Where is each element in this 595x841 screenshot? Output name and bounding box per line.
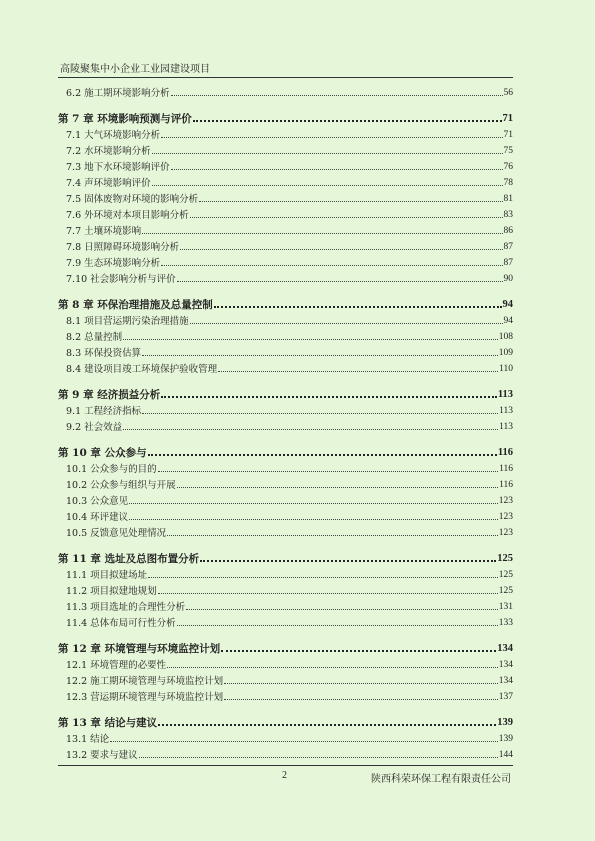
toc-entry-title: 8.1 项目营运期污染治理措施 bbox=[66, 315, 189, 327]
toc-section-entry[interactable] bbox=[58, 564, 513, 580]
toc-dot-leader bbox=[142, 233, 502, 234]
toc-page-number: 116 bbox=[499, 479, 513, 490]
toc-section-entry[interactable] bbox=[58, 236, 513, 252]
toc-dot-leader bbox=[152, 153, 503, 154]
toc-section-entry[interactable] bbox=[58, 458, 513, 474]
toc-entry-title: 7.3 地下水环境影响评价 bbox=[66, 161, 170, 173]
toc-dot-leader bbox=[199, 201, 502, 202]
toc-page-number: 87 bbox=[503, 241, 513, 252]
toc-dot-leader bbox=[186, 609, 498, 610]
toc-dot-leader bbox=[148, 454, 497, 456]
company-name: 陕西科荣环保工程有限责任公司 bbox=[371, 774, 511, 785]
toc-page-number: 113 bbox=[499, 405, 513, 416]
toc-entry-title: 10.5 反馈意见处理情况 bbox=[66, 527, 167, 539]
toc-chapter-entry[interactable] bbox=[58, 284, 513, 310]
toc-entry-title: 13.2 要求与建议 bbox=[66, 749, 138, 761]
toc-dot-leader bbox=[161, 137, 502, 138]
toc-page-number: 116 bbox=[499, 463, 513, 474]
toc-dot-leader bbox=[224, 683, 498, 684]
toc-section-entry[interactable] bbox=[58, 252, 513, 268]
toc-section-entry[interactable] bbox=[58, 596, 513, 612]
toc-dot-leader bbox=[177, 281, 503, 282]
toc-chapter-entry[interactable] bbox=[58, 538, 513, 564]
toc-page-number: 133 bbox=[498, 617, 513, 628]
page-number: 2 bbox=[282, 770, 287, 781]
toc-dot-leader bbox=[200, 560, 496, 562]
toc-section-entry[interactable] bbox=[58, 220, 513, 236]
toc-page-number: 71 bbox=[503, 129, 513, 140]
toc-section-entry[interactable] bbox=[58, 686, 513, 702]
toc-dot-leader bbox=[224, 699, 498, 700]
toc-page-number: 86 bbox=[503, 225, 513, 236]
toc-section-entry[interactable] bbox=[58, 416, 513, 432]
toc-section-entry[interactable] bbox=[58, 172, 513, 188]
toc-dot-leader bbox=[158, 471, 498, 472]
toc-entry-title: 7.1 大气环境影响分析 bbox=[66, 129, 161, 141]
toc-page-number: 113 bbox=[499, 421, 513, 432]
toc-entry-title: 8.3 环保投资估算 bbox=[66, 347, 142, 359]
toc-entry-title: 第 12 章 环境管理与环境监控计划 bbox=[58, 642, 221, 655]
toc-section-entry[interactable] bbox=[58, 124, 513, 140]
toc-entry-title: 第 13 章 结论与建议 bbox=[58, 716, 158, 729]
toc-dot-leader bbox=[142, 413, 498, 414]
toc-dot-leader bbox=[161, 265, 502, 266]
toc-page-number: 144 bbox=[498, 749, 513, 760]
toc-entry-title: 8.2 总量控制 bbox=[66, 331, 123, 343]
toc-entry-title: 第 9 章 经济损益分析 bbox=[58, 388, 161, 401]
toc-section-entry[interactable] bbox=[58, 580, 513, 596]
toc-entry-title: 第 10 章 公众参与 bbox=[58, 446, 147, 459]
toc-section-entry[interactable] bbox=[58, 490, 513, 506]
toc-dot-leader bbox=[167, 535, 498, 536]
toc-page-number: 75 bbox=[503, 145, 513, 156]
toc-page-number: 110 bbox=[499, 363, 513, 374]
toc-entry-title: 7.2 水环境影响分析 bbox=[66, 145, 151, 157]
toc-page-number: 94 bbox=[503, 315, 513, 326]
toc-page-number: 131 bbox=[498, 601, 513, 612]
toc-dot-leader bbox=[129, 519, 498, 520]
toc-dot-leader bbox=[214, 306, 502, 308]
toc-entry-title: 7.10 社会影响分析与评价 bbox=[66, 273, 176, 285]
toc-section-entry[interactable] bbox=[58, 522, 513, 538]
toc-section-entry[interactable] bbox=[58, 728, 513, 744]
toc-dot-leader bbox=[190, 217, 503, 218]
toc-section-entry[interactable] bbox=[58, 612, 513, 628]
toc-dot-leader bbox=[129, 503, 498, 504]
toc-entry-title: 12.3 营运期环境管理与环境监控计划 bbox=[66, 691, 224, 703]
toc-chapter-entry[interactable] bbox=[58, 432, 513, 458]
toc-entry-title: 11.1 项目拟建场址 bbox=[66, 569, 148, 581]
header-rule bbox=[58, 77, 513, 78]
toc-section-entry[interactable] bbox=[58, 156, 513, 172]
toc-section-entry[interactable] bbox=[58, 188, 513, 204]
toc-dot-leader bbox=[193, 120, 502, 122]
toc-page-number: 94 bbox=[502, 298, 513, 310]
toc-chapter-entry[interactable] bbox=[58, 374, 513, 400]
toc-page-number: 125 bbox=[498, 585, 513, 596]
toc-page-number: 134 bbox=[497, 642, 513, 654]
toc-chapter-entry[interactable] bbox=[58, 628, 513, 654]
toc-section-entry[interactable] bbox=[58, 140, 513, 156]
toc-page-number: 139 bbox=[497, 716, 513, 728]
toc-page-number: 123 bbox=[498, 495, 513, 506]
table-of-contents bbox=[58, 82, 513, 760]
toc-page-number: 123 bbox=[498, 527, 513, 538]
footer-rule bbox=[58, 765, 513, 766]
toc-dot-leader bbox=[171, 95, 503, 96]
toc-section-entry[interactable] bbox=[58, 326, 513, 342]
toc-entry-title: 10.4 环评建议 bbox=[66, 511, 129, 523]
toc-page-number: 137 bbox=[498, 691, 513, 702]
toc-entry-title: 第 11 章 选址及总图布置分析 bbox=[58, 552, 200, 565]
toc-page-number: 134 bbox=[498, 659, 513, 670]
toc-section-entry[interactable] bbox=[58, 654, 513, 670]
toc-dot-leader bbox=[221, 650, 496, 652]
toc-page-number: 81 bbox=[503, 193, 513, 204]
toc-dot-leader bbox=[171, 169, 503, 170]
toc-entry-title: 9.2 社会效益 bbox=[66, 421, 123, 433]
toc-entry-title: 10.2 公众参与组织与开展 bbox=[66, 479, 176, 491]
toc-entry-title: 13.1 结论 bbox=[66, 733, 110, 745]
toc-entry-title: 11.2 项目拟建地规划 bbox=[66, 585, 157, 597]
toc-page-number: 139 bbox=[498, 733, 513, 744]
toc-entry-title: 10.1 公众参与的目的 bbox=[66, 463, 157, 475]
toc-page-number: 108 bbox=[498, 331, 513, 342]
toc-section-entry[interactable] bbox=[58, 268, 513, 284]
toc-page-number: 116 bbox=[497, 446, 513, 458]
toc-section-entry[interactable] bbox=[58, 400, 513, 416]
toc-chapter-entry[interactable] bbox=[58, 702, 513, 728]
toc-entry-title: 10.3 公众意见 bbox=[66, 495, 129, 507]
toc-dot-leader bbox=[123, 339, 498, 340]
toc-page-number: 71 bbox=[502, 112, 513, 124]
toc-page-number: 76 bbox=[503, 161, 513, 172]
toc-entry-title: 8.4 建设项目竣工环境保护验收管理 bbox=[66, 363, 218, 375]
toc-dot-leader bbox=[161, 396, 497, 398]
toc-entry-title: 7.5 固体废物对环境的影响分析 bbox=[66, 193, 199, 205]
toc-entry-title: 6.2 施工期环境影响分析 bbox=[66, 87, 170, 99]
toc-dot-leader bbox=[218, 371, 498, 372]
toc-chapter-entry[interactable] bbox=[58, 98, 513, 124]
toc-page-number: 123 bbox=[498, 511, 513, 522]
toc-page-number: 125 bbox=[498, 569, 513, 580]
toc-dot-leader bbox=[177, 487, 498, 488]
toc-section-entry[interactable] bbox=[58, 82, 513, 98]
toc-dot-leader bbox=[158, 724, 496, 726]
toc-dot-leader bbox=[110, 741, 498, 742]
toc-entry-title: 7.4 声环境影响评价 bbox=[66, 177, 151, 189]
toc-page-number: 113 bbox=[497, 388, 513, 400]
toc-entry-title: 7.7 土壤环境影响 bbox=[66, 225, 142, 237]
toc-entry-title: 第 8 章 环保治理措施及总量控制 bbox=[58, 298, 213, 311]
toc-entry-title: 7.9 生态环境影响分析 bbox=[66, 257, 161, 269]
toc-page-number: 87 bbox=[503, 257, 513, 268]
page-header-title: 高陵聚集中小企业工业园建设项目 bbox=[60, 64, 210, 75]
toc-page-number: 78 bbox=[503, 177, 513, 188]
toc-page-number: 90 bbox=[503, 273, 513, 284]
toc-entry-title: 9.1 工程经济指标 bbox=[66, 405, 142, 417]
toc-dot-leader bbox=[152, 185, 503, 186]
toc-dot-leader bbox=[123, 429, 498, 430]
toc-section-entry[interactable] bbox=[58, 506, 513, 522]
toc-section-entry[interactable] bbox=[58, 474, 513, 490]
toc-entry-title: 11.3 项目选址的合理性分析 bbox=[66, 601, 186, 613]
toc-section-entry[interactable] bbox=[58, 358, 513, 374]
toc-page-number: 83 bbox=[503, 209, 513, 220]
toc-dot-leader bbox=[180, 249, 502, 250]
toc-section-entry[interactable] bbox=[58, 670, 513, 686]
toc-dot-leader bbox=[148, 577, 498, 578]
toc-page-number: 109 bbox=[498, 347, 513, 358]
toc-section-entry[interactable] bbox=[58, 342, 513, 358]
toc-entry-title: 11.4 总体布局可行性分析 bbox=[66, 617, 176, 629]
toc-entry-title: 7.8 日照障碍环境影响分析 bbox=[66, 241, 180, 253]
toc-page-number: 134 bbox=[498, 675, 513, 686]
toc-page-number: 125 bbox=[497, 552, 513, 564]
toc-page-number: 56 bbox=[503, 87, 513, 98]
toc-entry-title: 12.1 环境管理的必要性 bbox=[66, 659, 167, 671]
toc-dot-leader bbox=[190, 323, 503, 324]
toc-section-entry[interactable] bbox=[58, 204, 513, 220]
toc-dot-leader bbox=[142, 355, 498, 356]
toc-dot-leader bbox=[139, 757, 498, 758]
toc-dot-leader bbox=[167, 667, 498, 668]
toc-dot-leader bbox=[158, 593, 498, 594]
toc-section-entry[interactable] bbox=[58, 310, 513, 326]
toc-entry-title: 7.6 外环境对本项目影响分析 bbox=[66, 209, 189, 221]
toc-entry-title: 第 7 章 环境影响预测与评价 bbox=[58, 112, 192, 125]
toc-entry-title: 12.2 施工期环境管理与环境监控计划 bbox=[66, 675, 224, 687]
toc-section-entry[interactable] bbox=[58, 744, 513, 760]
toc-dot-leader bbox=[177, 625, 498, 626]
